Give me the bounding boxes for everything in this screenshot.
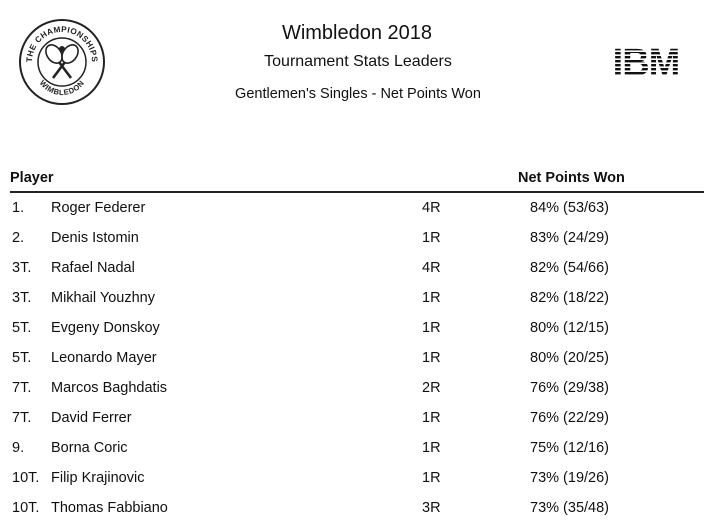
- row-rank: 7T.: [12, 410, 32, 426]
- row-rank: 3T.: [12, 290, 32, 306]
- column-header-player: Player: [10, 170, 54, 186]
- row-rank: 5T.: [12, 320, 32, 336]
- logo-bottom-text: WIMBLEDON: [37, 78, 87, 98]
- page-subtitle: Tournament Stats Leaders: [264, 53, 452, 70]
- row-round: 3R: [422, 500, 441, 516]
- row-player-name: Marcos Baghdatis: [51, 380, 168, 396]
- row-net-points: 76% (22/29): [530, 410, 609, 426]
- row-player-name: Evgeny Donskoy: [51, 320, 160, 336]
- row-net-points: 82% (18/22): [530, 290, 609, 306]
- row-rank: 5T.: [12, 350, 32, 366]
- row-rank: 10T.: [12, 500, 40, 516]
- ibm-logo-text: IBM: [612, 44, 680, 78]
- page-title: Wimbledon 2018: [281, 22, 433, 44]
- row-net-points: 76% (29/38): [530, 380, 609, 396]
- table-row: [0, 230, 710, 252]
- table-row: [0, 470, 710, 492]
- header-divider: [10, 191, 704, 193]
- table-row: [0, 410, 710, 432]
- row-round: 1R: [422, 410, 441, 426]
- row-net-points: 83% (24/29): [530, 230, 609, 246]
- table-row: [0, 440, 710, 462]
- row-round: 1R: [422, 290, 441, 306]
- row-player-name: Roger Federer: [51, 200, 146, 216]
- row-player-name: Rafael Nadal: [51, 260, 135, 276]
- row-player-name: David Ferrer: [51, 410, 132, 426]
- row-round: 1R: [422, 350, 441, 366]
- row-rank: 10T.: [12, 470, 40, 486]
- row-player-name: Filip Krajinovic: [51, 470, 145, 486]
- row-net-points: 80% (12/15): [530, 320, 609, 336]
- logo-top-text: THE CHAMPIONSHIPS: [24, 24, 100, 63]
- row-net-points: 82% (54/66): [530, 260, 609, 276]
- table-row: [0, 500, 710, 522]
- row-rank: 9.: [12, 440, 25, 456]
- row-round: 1R: [422, 440, 441, 456]
- row-player-name: Leonardo Mayer: [51, 350, 157, 366]
- table-row: [0, 380, 710, 402]
- row-net-points: 73% (19/26): [530, 470, 609, 486]
- column-header-net-points: Net Points Won: [518, 170, 625, 186]
- row-rank: 7T.: [12, 380, 32, 396]
- row-round: 1R: [422, 230, 441, 246]
- table-header: [10, 170, 704, 191]
- ibm-logo: [604, 44, 688, 78]
- table-row: [0, 350, 710, 372]
- row-player-name: Borna Coric: [51, 440, 128, 456]
- row-player-name: Denis Istomin: [51, 230, 139, 246]
- row-rank: 1.: [12, 200, 25, 216]
- row-net-points: 73% (35/48): [530, 500, 609, 516]
- row-player-name: Mikhail Youzhny: [51, 290, 155, 306]
- table-row: [0, 260, 710, 282]
- category-title: Gentlemen's Singles - Net Points Won: [235, 86, 481, 102]
- row-rank: 2.: [12, 230, 25, 246]
- row-net-points: 80% (20/25): [530, 350, 609, 366]
- ibm-logo-svg: [604, 44, 688, 78]
- row-player-name: Thomas Fabbiano: [51, 500, 168, 516]
- row-rank: 3T.: [12, 260, 32, 276]
- row-round: 1R: [422, 470, 441, 486]
- row-round: 4R: [422, 200, 441, 216]
- table-row: [0, 290, 710, 312]
- table-row: [0, 200, 710, 222]
- row-round: 2R: [422, 380, 441, 396]
- row-round: 1R: [422, 320, 441, 336]
- row-net-points: 84% (53/63): [530, 200, 609, 216]
- row-round: 4R: [422, 260, 441, 276]
- row-net-points: 75% (12/16): [530, 440, 609, 456]
- table-row: [0, 320, 710, 342]
